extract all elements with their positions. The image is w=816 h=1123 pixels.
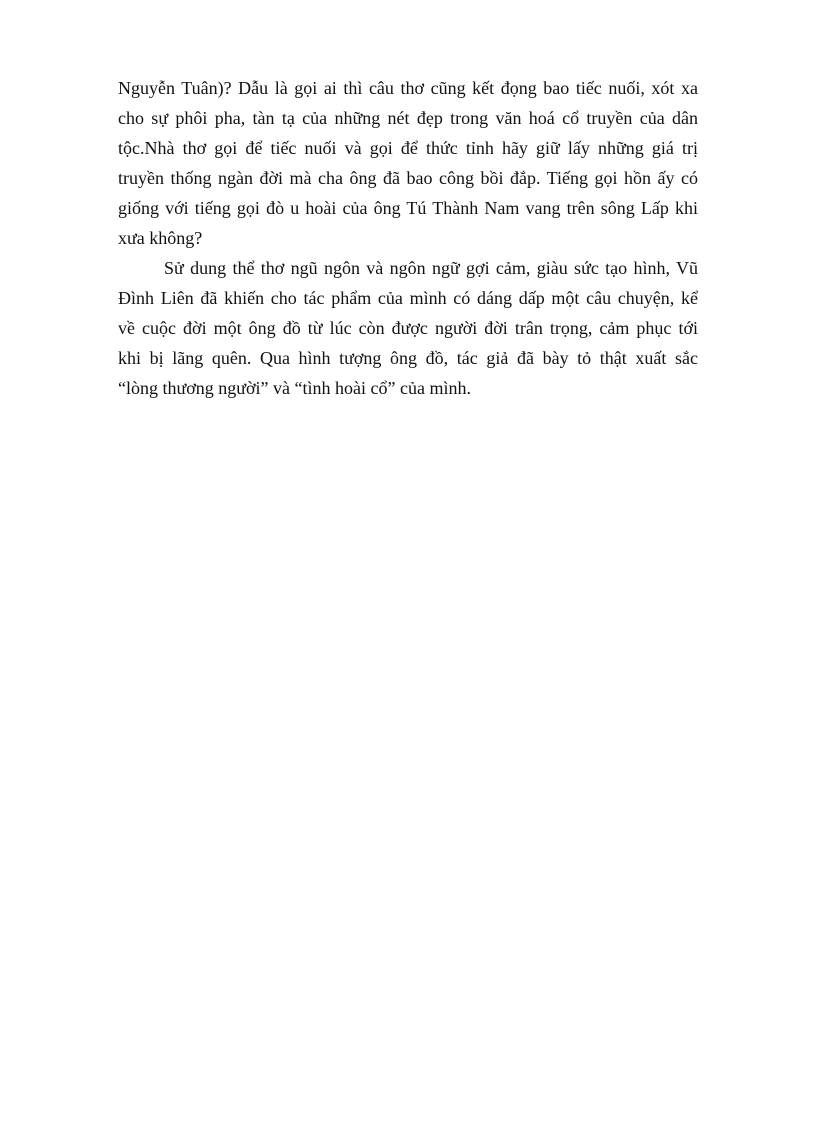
paragraph-line: Sử dung thể thơ ngũ ngôn và ngôn ngữ gợi cảm, giàu sức tạo hình, Vũ	[164, 258, 698, 278]
paragraph-line: khi bị lãng quên. Qua hình tượng ông đồ, tác giả đã bày tỏ thật xuất sắc	[118, 348, 698, 368]
paragraph-line: truyền thống ngàn đời mà cha ông đã bao công bồi đắp. Tiếng gọi hồn ấy có	[118, 168, 698, 188]
paragraph-line: Nguyễn Tuân)? Dẫu là gọi ai thì câu thơ cũng kết đọng bao tiếc nuối, xót xa	[118, 78, 698, 98]
paragraph-line: “lòng thương người” và “tình hoài cổ” của mình.	[118, 378, 471, 398]
paragraph-line: giống với tiếng gọi đò u hoài của ông Tú Thành Nam vang trên sông Lấp khi	[118, 198, 698, 218]
body-text	[118, 73, 698, 403]
paragraph-line: xưa không?	[118, 228, 203, 248]
paragraph-line: cho sự phôi pha, tàn tạ của những nét đẹp trong văn hoá cổ truyền của dân	[118, 108, 698, 128]
paragraph-1	[118, 73, 698, 253]
paragraph-line: Đình Liên đã khiến cho tác phẩm của mình có dáng dấp một câu chuyện, kể	[118, 288, 698, 308]
paragraph-2	[118, 253, 698, 403]
paragraph-line: về cuộc đời một ông đồ từ lúc còn được người đời trân trọng, cảm phục tới	[118, 318, 698, 338]
paragraph-line: tộc.Nhà thơ gọi để tiếc nuối và gọi để thức tỉnh hãy giữ lấy những giá trị	[118, 138, 698, 158]
